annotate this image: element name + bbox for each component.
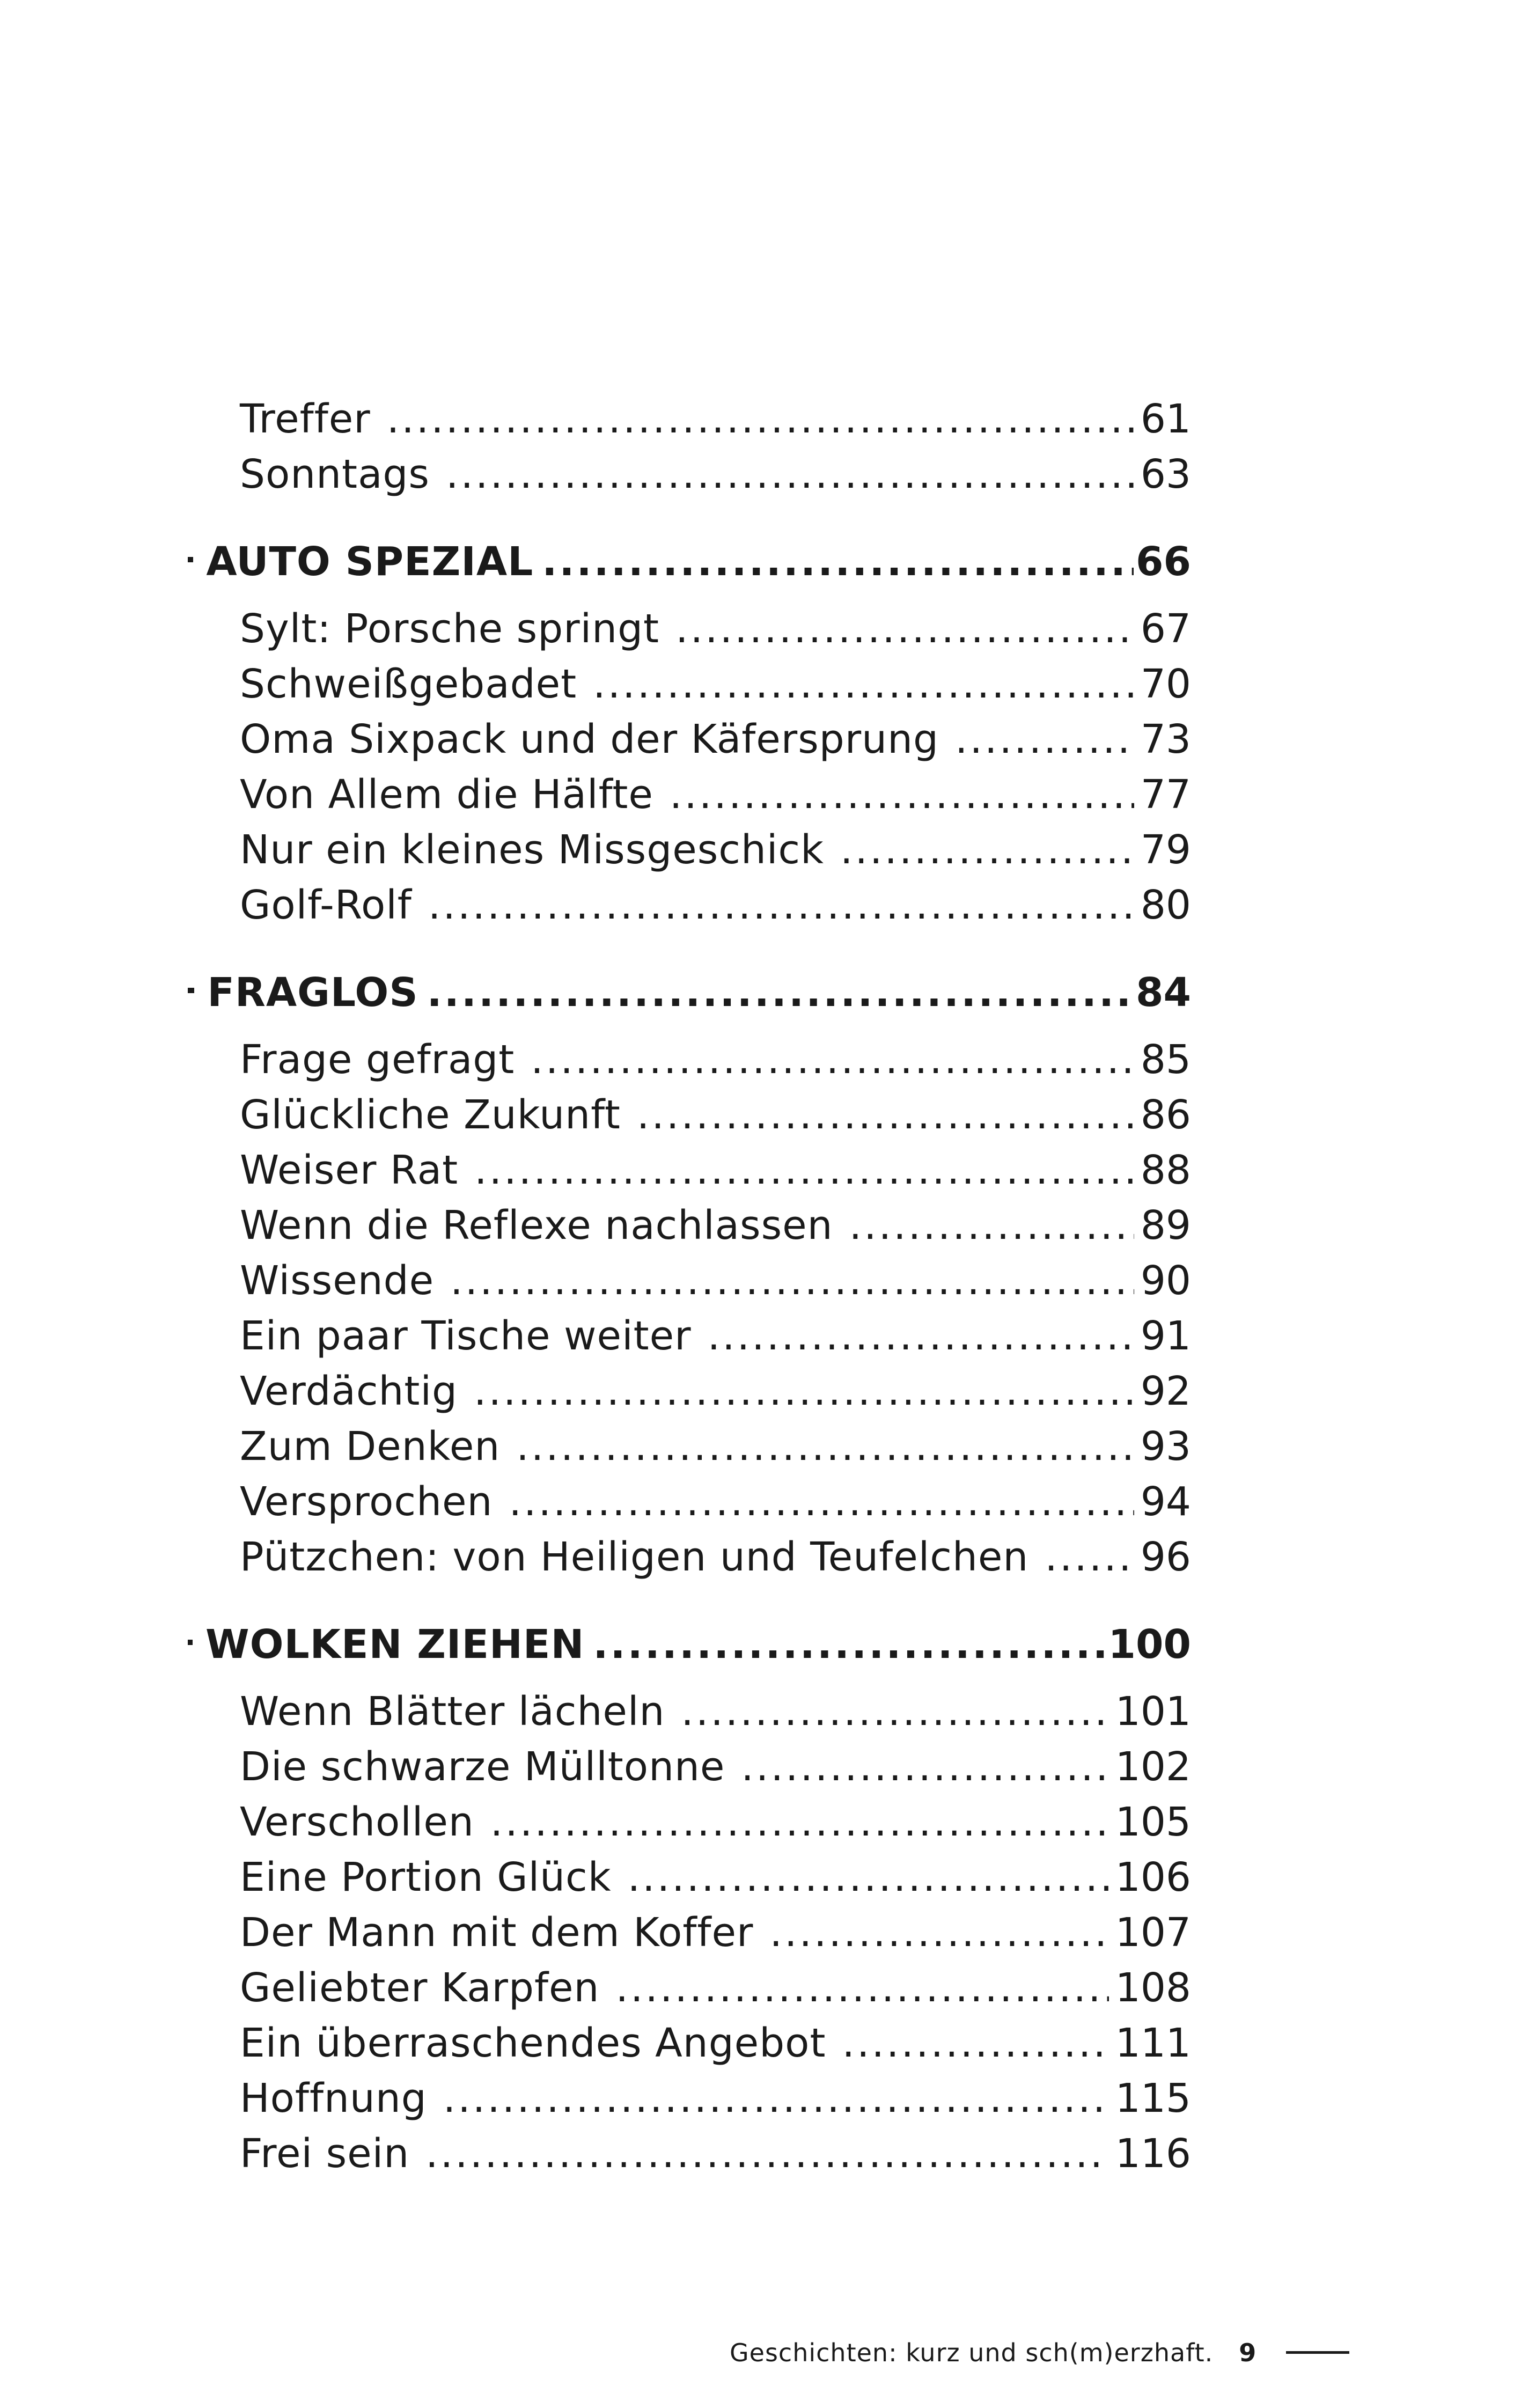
dot-leader (450, 1253, 1134, 1309)
toc-entry (240, 1850, 1191, 1905)
toc-entry-title: Verschollen (240, 1799, 474, 1845)
toc-entry-page: 79 (1140, 827, 1191, 873)
toc-entry-title: Nur ein kleines Missgeschick (240, 827, 824, 873)
toc-entry (240, 878, 1191, 933)
dot-leader (443, 2071, 1109, 2126)
toc-entry-title: Oma Sixpack und der Käfersprung (240, 716, 939, 762)
toc-entry-page: 73 (1140, 716, 1191, 762)
toc-entry-page: 63 (1140, 451, 1191, 497)
toc-entry (240, 1474, 1191, 1530)
em-dash-marker (188, 557, 193, 562)
section-title: WOLKEN ZIEHEN (205, 1621, 585, 1668)
toc-entry-title: Treffer (240, 396, 371, 442)
dot-leader (741, 1739, 1108, 1795)
section-title: AUTO SPEZIAL (206, 539, 534, 585)
page-number: 9 (1239, 2338, 1257, 2367)
toc-entry (240, 1961, 1191, 2016)
toc-entry-page: 77 (1140, 772, 1191, 818)
dot-leader (474, 1143, 1134, 1198)
toc-section-heading (188, 965, 1191, 1021)
toc-entry-page: 107 (1115, 1910, 1191, 1956)
dot-leader (593, 657, 1134, 712)
toc-entry-page: 80 (1140, 882, 1191, 928)
toc-entry-title: Wenn die Reflexe nachlassen (240, 1202, 833, 1249)
section-page: 84 (1136, 970, 1191, 1016)
toc-entry-title: Frei sein (240, 2131, 410, 2177)
toc-entry (240, 1530, 1191, 1585)
toc-section-heading (188, 534, 1191, 590)
toc-entry-page: 93 (1140, 1423, 1191, 1470)
toc-entry-page: 67 (1140, 606, 1191, 652)
toc-entry-title: Eine Portion Glück (240, 1854, 612, 1900)
toc-entry-page: 101 (1115, 1688, 1191, 1735)
dot-leader (531, 1032, 1134, 1088)
toc-entry-title: Wenn Blätter lächeln (240, 1688, 665, 1735)
toc-entry-page: 90 (1140, 1258, 1191, 1304)
dot-leader (425, 2126, 1109, 2182)
dot-leader (628, 1850, 1109, 1905)
dot-leader (769, 1905, 1108, 1961)
dot-leader (474, 1364, 1134, 1419)
toc-entry-title: Wissende (240, 1258, 435, 1304)
section-page: 66 (1136, 539, 1191, 585)
toc-entry-title: Versprochen (240, 1479, 493, 1525)
toc-entry-title: Schweißgebadet (240, 661, 577, 707)
toc-entry-page: 89 (1140, 1202, 1191, 1249)
table-of-contents (188, 392, 1191, 2182)
toc-entry (240, 1198, 1191, 1253)
toc-entry-page: 88 (1140, 1147, 1191, 1193)
section-title: FRAGLOS (207, 970, 418, 1016)
toc-entry-title: Die schwarze Mülltonne (240, 1744, 725, 1790)
book-title: Geschichten: kurz und sch(m)erzhaft. (730, 2338, 1214, 2367)
dot-leader (516, 1419, 1134, 1474)
toc-entry (240, 823, 1191, 878)
toc-entry-title: Weiser Rat (240, 1147, 459, 1193)
toc-entry (240, 1684, 1191, 1739)
toc-section-heading (188, 1617, 1191, 1672)
toc-entry-title: Glückliche Zukunft (240, 1092, 621, 1138)
toc-entry-page: 86 (1140, 1092, 1191, 1138)
toc-entry-page: 85 (1140, 1037, 1191, 1083)
toc-entry (240, 1032, 1191, 1088)
toc-entry (240, 2016, 1191, 2071)
toc-entry-page: 116 (1115, 2131, 1191, 2177)
toc-entry-page: 106 (1115, 1854, 1191, 1900)
toc-entry-title: Frage gefragt (240, 1037, 515, 1083)
toc-entry-title: Golf-Rolf (240, 882, 412, 928)
dot-leader (670, 767, 1134, 823)
toc-entry (240, 447, 1191, 502)
toc-entry-title: Pützchen: von Heiligen und Teufelchen (240, 1534, 1029, 1580)
toc-entry-page: 92 (1140, 1368, 1191, 1414)
footer-rule (1286, 2351, 1349, 2354)
toc-entry-title: Hoffnung (240, 2075, 427, 2121)
dot-leader (490, 1795, 1109, 1850)
toc-entry-title: Ein paar Tische weiter (240, 1313, 692, 1359)
em-dash-marker (188, 988, 194, 993)
toc-entry (240, 601, 1191, 657)
section-page: 100 (1108, 1621, 1191, 1668)
dot-leader (428, 878, 1134, 933)
page-footer (730, 2337, 1373, 2369)
em-dash-marker (188, 1640, 193, 1645)
dot-leader (955, 712, 1134, 767)
toc-entry (240, 767, 1191, 823)
dot-leader (387, 392, 1134, 447)
toc-entry-page: 70 (1140, 661, 1191, 707)
dot-leader (615, 1961, 1108, 2016)
toc-entry-page: 111 (1115, 2020, 1191, 2066)
toc-entry-page: 61 (1140, 396, 1191, 442)
toc-entry (240, 1309, 1191, 1364)
toc-entry-title: Verdächtig (240, 1368, 458, 1414)
dot-leader (427, 965, 1134, 1021)
toc-entry-page: 94 (1140, 1479, 1191, 1525)
toc-entry-page: 91 (1140, 1313, 1191, 1359)
toc-entry (240, 1739, 1191, 1795)
toc-entry-title: Der Mann mit dem Koffer (240, 1910, 754, 1956)
dot-leader (708, 1309, 1134, 1364)
toc-entry-page: 108 (1115, 1965, 1191, 2011)
toc-entry-title: Von Allem die Hälfte (240, 772, 653, 818)
toc-entry-title: Zum Denken (240, 1423, 501, 1470)
toc-entry (240, 1143, 1191, 1198)
toc-entry-title: Geliebter Karpfen (240, 1965, 600, 2011)
toc-entry (240, 1364, 1191, 1419)
toc-entry (240, 657, 1191, 712)
toc-entry-title: Ein überraschendes Angebot (240, 2020, 826, 2066)
toc-entry-title: Sonntags (240, 451, 430, 497)
dot-leader (509, 1474, 1134, 1530)
dot-leader (446, 447, 1134, 502)
toc-entry (240, 1795, 1191, 1850)
dot-leader (849, 1198, 1134, 1253)
toc-entry-page: 105 (1115, 1799, 1191, 1845)
dot-leader (840, 823, 1134, 878)
toc-entry-page: 115 (1115, 2075, 1191, 2121)
dot-leader (1045, 1530, 1134, 1585)
dot-leader (593, 1617, 1106, 1672)
toc-entry (240, 1253, 1191, 1309)
toc-entry-page: 96 (1140, 1534, 1191, 1580)
toc-entry (240, 712, 1191, 767)
toc-entry (240, 2126, 1191, 2182)
dot-leader (637, 1088, 1134, 1143)
toc-entry-page: 102 (1115, 1744, 1191, 1790)
dot-leader (681, 1684, 1108, 1739)
dot-leader (842, 2016, 1108, 2071)
toc-entry (240, 2071, 1191, 2126)
toc-entry (240, 1905, 1191, 1961)
dot-leader (542, 534, 1134, 590)
toc-entry (240, 392, 1191, 447)
toc-entry-title: Sylt: Porsche springt (240, 606, 660, 652)
toc-entry (240, 1088, 1191, 1143)
toc-entry (240, 1419, 1191, 1474)
dot-leader (675, 601, 1134, 657)
